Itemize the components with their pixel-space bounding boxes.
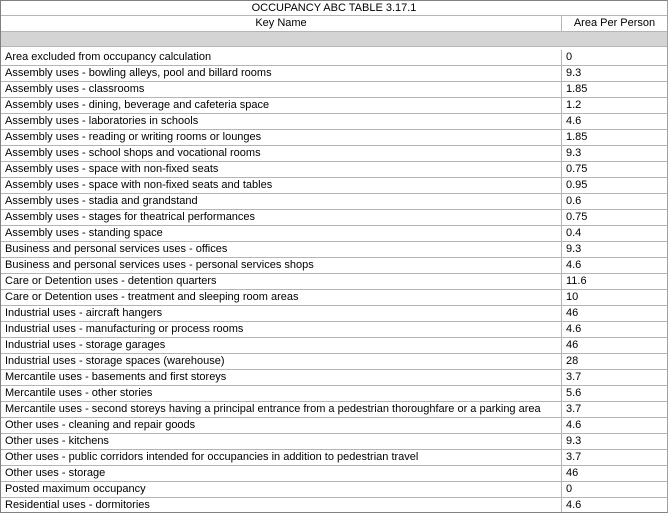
table-row[interactable] xyxy=(1,338,667,354)
key-name-column-header[interactable]: Key Name xyxy=(1,16,562,31)
key-name-cell[interactable]: Assembly uses - laboratories in schools xyxy=(1,114,562,129)
key-name-cell[interactable]: Assembly uses - bowling alleys, pool and billard rooms xyxy=(1,66,562,81)
area-per-person-cell[interactable]: 9.3 xyxy=(566,67,582,79)
table-row[interactable] xyxy=(1,498,667,513)
table-row[interactable] xyxy=(1,354,667,370)
table-row[interactable] xyxy=(1,482,667,498)
key-name-cell[interactable]: Assembly uses - dining, beverage and cafeteria space xyxy=(1,98,562,113)
key-name-cell[interactable]: Assembly uses - school shops and vocational rooms xyxy=(1,146,562,161)
table-row[interactable] xyxy=(1,370,667,386)
key-name-cell[interactable]: Business and personal services uses - offices xyxy=(1,242,562,257)
table-row[interactable] xyxy=(1,146,667,162)
key-name-cell[interactable]: Area excluded from occupancy calculation xyxy=(1,50,562,65)
area-per-person-cell[interactable]: 0.75 xyxy=(566,211,588,223)
key-name-cell[interactable]: Assembly uses - space with non-fixed seats and tables xyxy=(1,178,562,193)
table-row[interactable] xyxy=(1,194,667,210)
key-name-cell[interactable]: Assembly uses - stages for theatrical performances xyxy=(1,210,562,225)
column-header-row xyxy=(1,16,667,32)
table-row[interactable] xyxy=(1,162,667,178)
schedule-title[interactable]: OCCUPANCY ABC TABLE 3.17.1 xyxy=(1,1,667,16)
table-row[interactable] xyxy=(1,450,667,466)
area-per-person-cell[interactable]: 0.4 xyxy=(566,227,582,239)
table-row[interactable] xyxy=(1,418,667,434)
table-row[interactable] xyxy=(1,386,667,402)
table-row[interactable] xyxy=(1,274,667,290)
area-per-person-cell[interactable]: 1.2 xyxy=(566,99,582,111)
key-name-cell[interactable]: Other uses - cleaning and repair goods xyxy=(1,418,562,433)
area-per-person-cell[interactable]: 4.6 xyxy=(566,499,582,511)
area-per-person-cell[interactable]: 46 xyxy=(566,467,579,479)
area-per-person-cell[interactable]: 9.3 xyxy=(566,243,582,255)
area-per-person-cell[interactable]: 4.6 xyxy=(566,115,582,127)
table-body xyxy=(1,50,667,513)
key-name-cell[interactable]: Business and personal services uses - personal services shops xyxy=(1,258,562,273)
table-row[interactable] xyxy=(1,402,667,418)
key-name-cell[interactable]: Assembly uses - reading or writing rooms or lounges xyxy=(1,130,562,145)
area-per-person-cell[interactable]: 3.7 xyxy=(566,403,582,415)
key-name-cell[interactable]: Other uses - public corridors intended for occupancies in addition to pedestrian travel xyxy=(1,450,562,465)
area-per-person-cell[interactable]: 1.85 xyxy=(566,131,588,143)
table-row[interactable] xyxy=(1,226,667,242)
table-row[interactable] xyxy=(1,322,667,338)
area-per-person-cell[interactable]: 9.3 xyxy=(566,435,582,447)
key-name-cell[interactable]: Industrial uses - aircraft hangers xyxy=(1,306,562,321)
table-row[interactable] xyxy=(1,178,667,194)
key-name-cell[interactable]: Mercantile uses - basements and first storeys xyxy=(1,370,562,385)
table-row[interactable] xyxy=(1,210,667,226)
area-per-person-cell[interactable]: 4.6 xyxy=(566,419,582,431)
key-name-cell[interactable]: Assembly uses - classrooms xyxy=(1,82,562,97)
area-per-person-cell[interactable]: 4.6 xyxy=(566,323,582,335)
key-name-cell[interactable]: Assembly uses - stadia and grandstand xyxy=(1,194,562,209)
area-per-person-cell[interactable]: 0 xyxy=(566,483,573,495)
area-per-person-cell[interactable]: 11.6 xyxy=(566,275,587,287)
area-per-person-cell[interactable]: 9.3 xyxy=(566,147,582,159)
key-name-cell[interactable]: Care or Detention uses - treatment and sleeping room areas xyxy=(1,290,562,305)
table-row[interactable] xyxy=(1,466,667,482)
key-name-cell[interactable]: Assembly uses - standing space xyxy=(1,226,562,241)
area-per-person-cell[interactable]: 0 xyxy=(566,51,573,63)
area-per-person-cell[interactable]: 46 xyxy=(566,307,579,319)
key-name-cell[interactable]: Industrial uses - storage garages xyxy=(1,338,562,353)
table-row[interactable] xyxy=(1,434,667,450)
table-row[interactable] xyxy=(1,306,667,322)
table-row[interactable] xyxy=(1,130,667,146)
table-row[interactable] xyxy=(1,98,667,114)
area-per-person-column-header[interactable]: Area Per Person xyxy=(573,17,656,29)
area-per-person-cell[interactable]: 3.7 xyxy=(566,371,582,383)
table-row[interactable] xyxy=(1,66,667,82)
area-per-person-cell[interactable]: 46 xyxy=(566,339,579,351)
key-name-cell[interactable]: Residential uses - dormitories xyxy=(1,498,562,513)
area-per-person-cell[interactable]: 5.6 xyxy=(566,387,582,399)
area-per-person-cell[interactable]: 0.95 xyxy=(566,179,588,191)
table-row[interactable] xyxy=(1,114,667,130)
area-per-person-cell[interactable]: 1.85 xyxy=(566,83,588,95)
table-row[interactable] xyxy=(1,258,667,274)
area-per-person-cell[interactable]: 0.6 xyxy=(566,195,582,207)
table-row[interactable] xyxy=(1,290,667,306)
key-name-cell[interactable]: Industrial uses - manufacturing or process rooms xyxy=(1,322,562,337)
area-per-person-cell[interactable]: 0.75 xyxy=(566,163,588,175)
area-per-person-cell[interactable]: 3.7 xyxy=(566,451,582,463)
table-row[interactable] xyxy=(1,82,667,98)
table-row[interactable] xyxy=(1,50,667,66)
key-name-cell[interactable]: Assembly uses - space with non-fixed seats xyxy=(1,162,562,177)
area-per-person-cell[interactable]: 4.6 xyxy=(566,259,582,271)
key-name-cell[interactable]: Mercantile uses - second storeys having a principal entrance from a pedestrian thoroughfare or a parking area xyxy=(1,402,562,417)
key-name-cell[interactable]: Posted maximum occupancy xyxy=(1,482,562,497)
key-name-cell[interactable]: Other uses - kitchens xyxy=(1,434,562,449)
key-name-cell[interactable]: Other uses - storage xyxy=(1,466,562,481)
area-per-person-cell[interactable]: 10 xyxy=(566,291,579,303)
area-per-person-cell[interactable]: 28 xyxy=(566,355,579,367)
key-name-cell[interactable]: Industrial uses - storage spaces (warehouse) xyxy=(1,354,562,369)
table-row[interactable] xyxy=(1,242,667,258)
group-header-band xyxy=(1,32,667,47)
key-name-cell[interactable]: Mercantile uses - other stories xyxy=(1,386,562,401)
key-name-cell[interactable]: Care or Detention uses - detention quarters xyxy=(1,274,562,289)
